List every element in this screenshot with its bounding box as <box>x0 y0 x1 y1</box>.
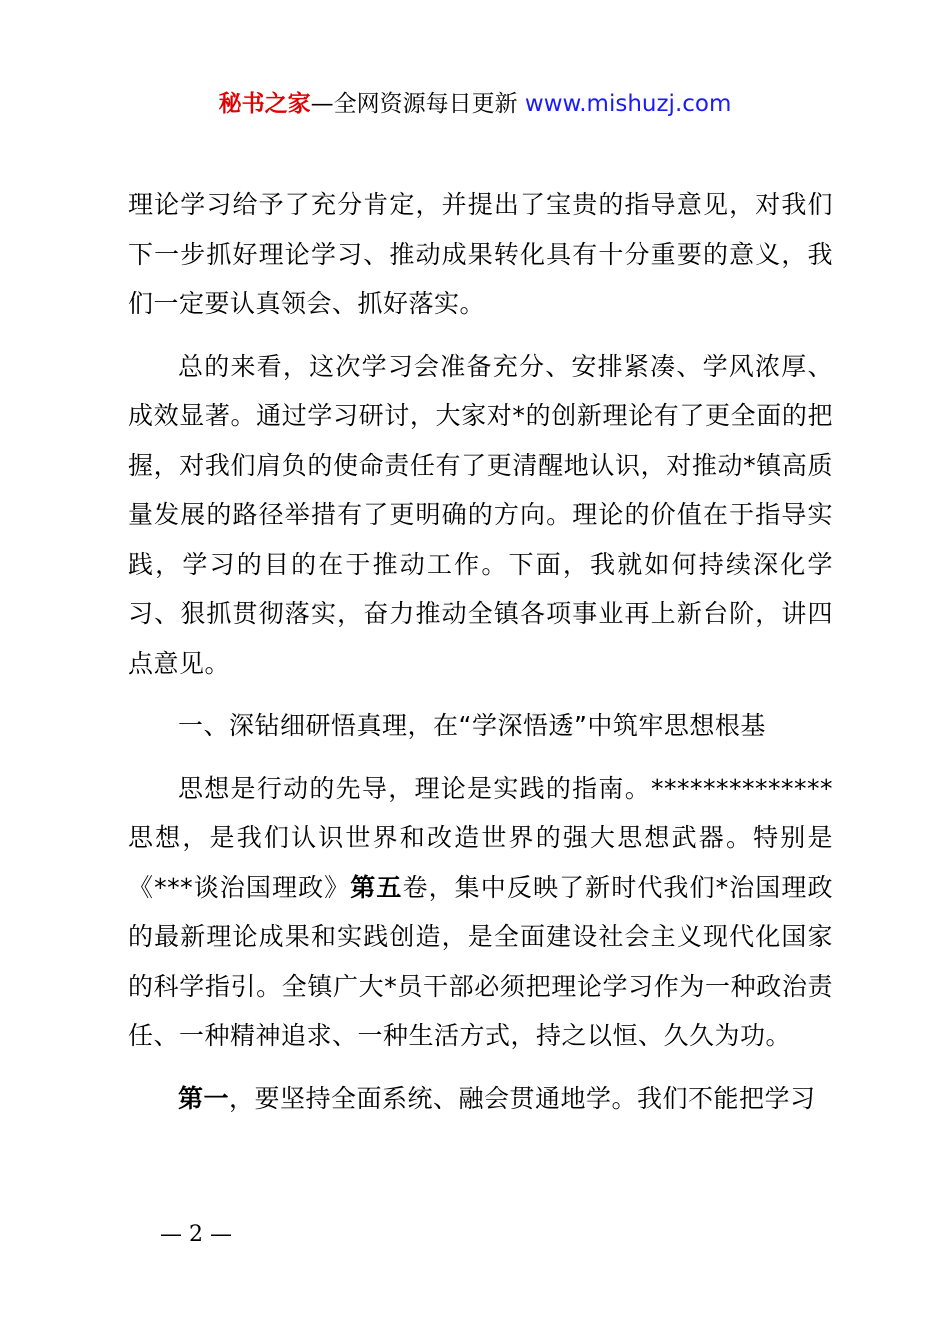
paragraph-3 <box>128 764 833 1061</box>
paragraph-2: 总的来看，这次学习会准备充分、安排紧凑、学风浓厚、成效显著。通过学习研讨，大家对*的创新理论有了更全面的把握，对我们肩负的使命责任有了更清醒地认识，对推动*镇高质量发展的路径举措有了更明确的方向。理论的价值在于指导实践，学习的目的在于推动工作。下面，我就如何持续深化学习、狠抓贯彻落实，奋力推动全镇各项事业再上新台阶，讲四点意见。 <box>128 351 833 678</box>
paragraph-3-text-a: 思想是行动的先导，理论是实践的指南。**************思想，是我们认识世界和改造世界的强大思想武器。特别是《***谈治国理政》 <box>128 773 833 902</box>
page-number: — 2 — <box>160 1222 232 1247</box>
paragraph-3-text-b: 卷，集中反映了新时代我们*治国理政的最新理论成果和实践创造，是全面建设社会主义现代化国家的科学指引。全镇广大*员干部必须把理论学习作为一种政治责任、一种精神追求、一种生活方式，持之以恒、久久为功。 <box>128 872 833 1050</box>
section-heading-1: 一、深钻细研悟真理，在“学深悟透”中筑牢思想根基 <box>178 711 766 740</box>
paragraph-4 <box>128 1074 833 1124</box>
site-url-link[interactable]: www.mishuzj.com <box>524 91 732 117</box>
paragraph-4-bold: 第一 <box>178 1083 230 1113</box>
brand-name: 秘书之家 <box>218 91 311 117</box>
site-header <box>0 86 950 122</box>
header-tagline: —全网资源每日更新 <box>310 91 525 117</box>
paragraph-4-text: ，要坚持全面系统、融会贯通地学。我们不能把学习 <box>229 1083 816 1113</box>
document-body <box>128 180 833 1136</box>
paragraph-1: 理论学习给予了充分肯定，并提出了宝贵的指导意见，对我们下一步抓好理论学习、推动成果转化具有十分重要的意义，我们一定要认真领会、抓好落实。 <box>128 190 833 318</box>
paragraph-3-bold: 第五 <box>350 872 403 902</box>
